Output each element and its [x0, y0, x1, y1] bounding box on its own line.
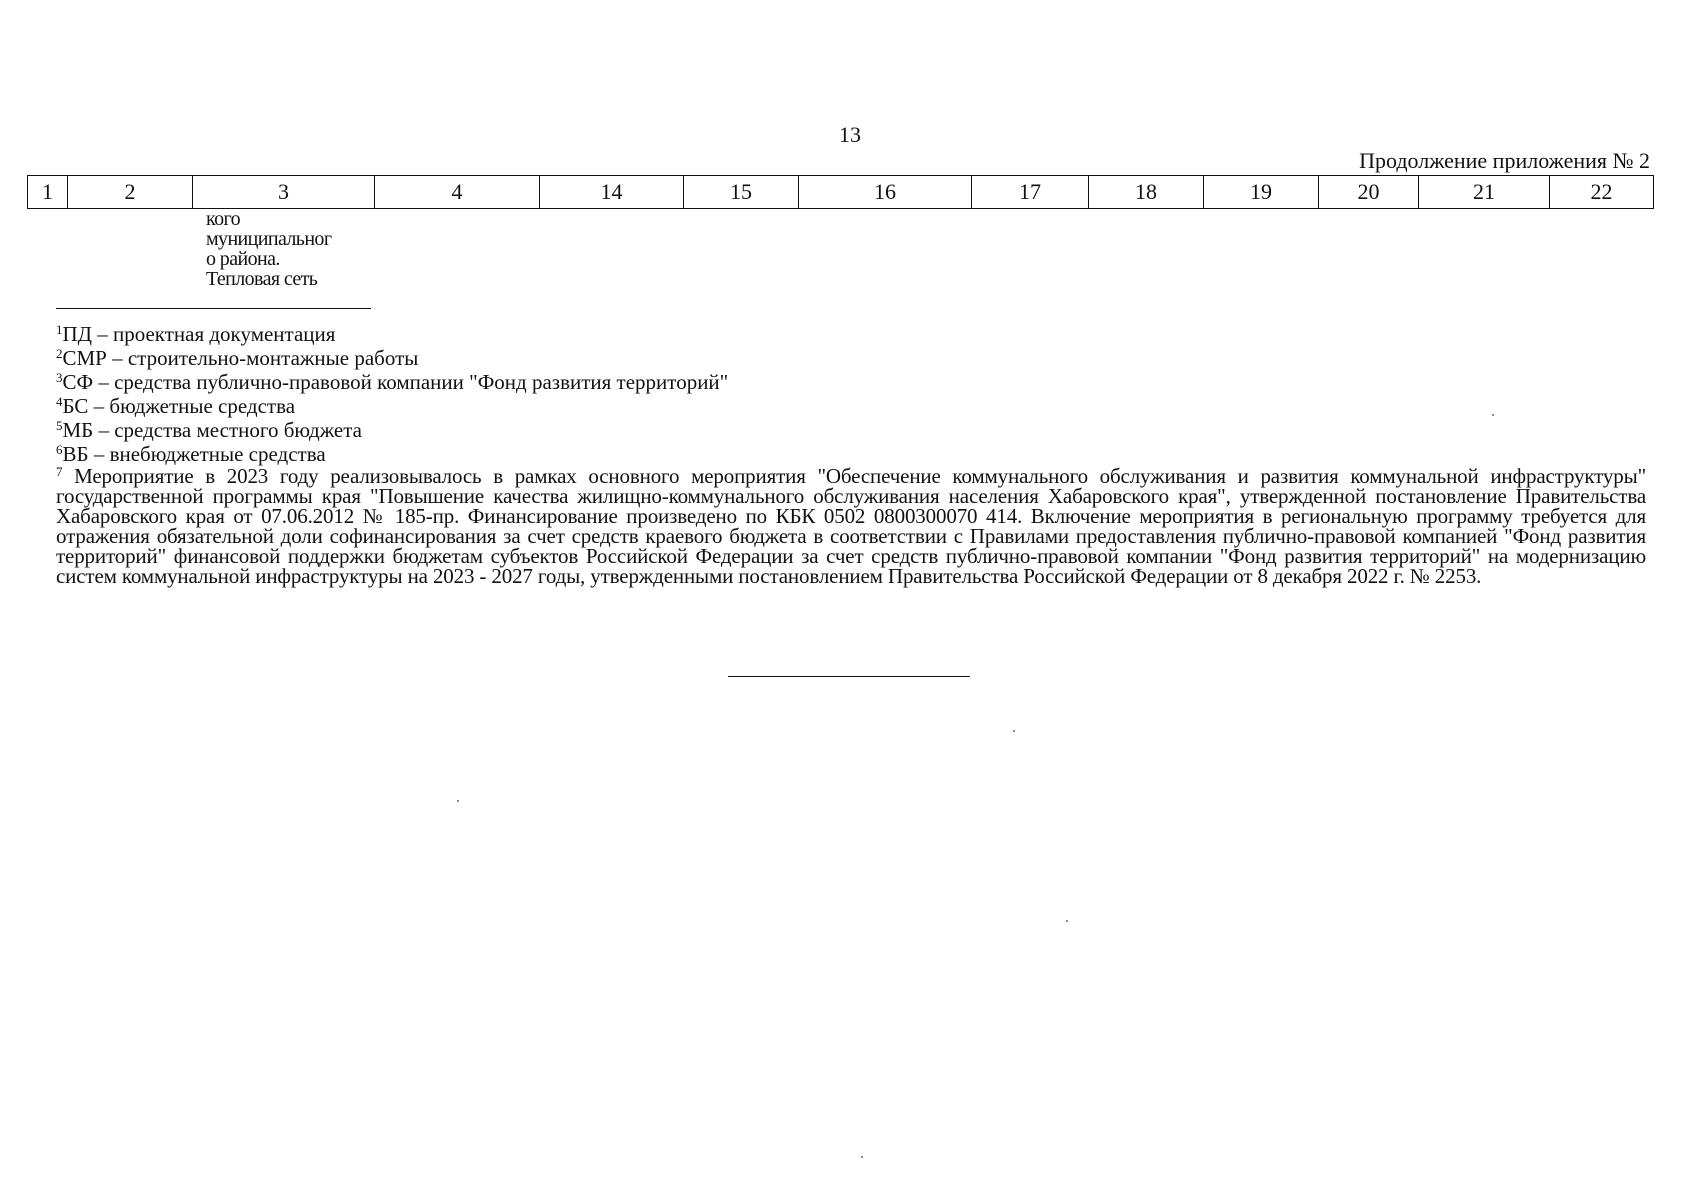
footnote-text: ВБ – внебюджетные средства	[62, 442, 326, 466]
footnote-mark: 3	[56, 370, 63, 385]
footnote-mark: 6	[56, 442, 63, 457]
column-number-cell: 1	[28, 176, 68, 209]
document-end-line	[728, 676, 970, 677]
footnote-text: БС – бюджетные средства	[62, 394, 296, 418]
column-number-cell: 3	[193, 176, 375, 209]
footnote-text: Мероприятие в 2023 году реализовывалось в рамках основного мероприятия "Обеспечение коммунального обслуживания и развития коммунальной инфраструктуры" государственной программы края "Повышение качества жилищно-коммунального обслуживания населения Хабаровского края", утвержденной постановление Правительства Хабаровского края от 07.06.2012 № 185-пр. Финансирование произведено по КБК 0502 0800300070 414. Включение мероприятия в региональную программу требуется для отражения обязательной доли софинансирования за счет средств краевого бюджета в соответствии с Правилами предоставления публично-правовой компанией "Фонд развития территорий" финансовой поддержки бюджетам субъектов Российской Федерации за счет средств публично-правовой компании "Фонд развития территорий" на модернизацию систем коммунальной инфраструктуры на 2023 - 2027 годы, утвержденными постановлением Правительства Российской Федерации от 8 декабря 2022 г. № 2253.	[56, 464, 1646, 588]
scan-speck	[1066, 920, 1068, 922]
cell-text-line: Тепловая сеть	[206, 268, 318, 290]
footnote-mark: 7	[56, 464, 63, 479]
column-number-cell: 15	[684, 176, 799, 209]
column-number-cell: 16	[799, 176, 972, 209]
column-number-cell: 21	[1419, 176, 1550, 209]
column-number-cell: 14	[540, 176, 684, 209]
column-number-cell: 22	[1550, 176, 1654, 209]
footnotes	[56, 322, 1646, 586]
footnote-mark: 5	[56, 418, 63, 433]
footnote-separator	[56, 308, 371, 309]
footnote	[56, 346, 1646, 370]
footnote-text: ПД – проектная документация	[62, 322, 336, 346]
cell-text-line: муниципальног	[206, 228, 332, 250]
footnote-mark: 2	[56, 346, 63, 361]
footnote	[56, 394, 1646, 418]
column-number-cell: 17	[972, 176, 1089, 209]
footnote	[56, 442, 1646, 466]
page-number: 13	[839, 122, 861, 147]
scan-speck	[1013, 730, 1015, 732]
cell-text-line: о района.	[206, 248, 280, 270]
column-number-cell: 2	[68, 176, 193, 209]
column-number-cell: 19	[1204, 176, 1319, 209]
scan-speck	[861, 1156, 863, 1158]
footnote	[56, 370, 1646, 394]
footnote-mark: 1	[56, 322, 63, 337]
column-3-cell-text	[206, 209, 376, 289]
table-header-row	[27, 175, 1654, 209]
column-number-cell: 20	[1319, 176, 1419, 209]
cell-text-line: кого	[206, 208, 241, 230]
footnote-text: СМР – строительно-монтажные работы	[62, 346, 419, 370]
footnote-mark: 4	[56, 394, 63, 409]
scan-speck	[457, 800, 459, 802]
column-number-cell: 4	[375, 176, 540, 209]
footnote	[56, 418, 1646, 442]
appendix-continuation-label: Продолжение приложения № 2	[1359, 148, 1650, 173]
footnote	[56, 322, 1646, 346]
footnote-text: МБ – средства местного бюджета	[62, 418, 362, 442]
scan-speck	[1492, 414, 1494, 416]
footnote	[56, 466, 1646, 586]
footnote-text: СФ – средства публично-правовой компании "Фонд развития территорий"	[62, 370, 729, 394]
column-number-cell: 18	[1089, 176, 1204, 209]
